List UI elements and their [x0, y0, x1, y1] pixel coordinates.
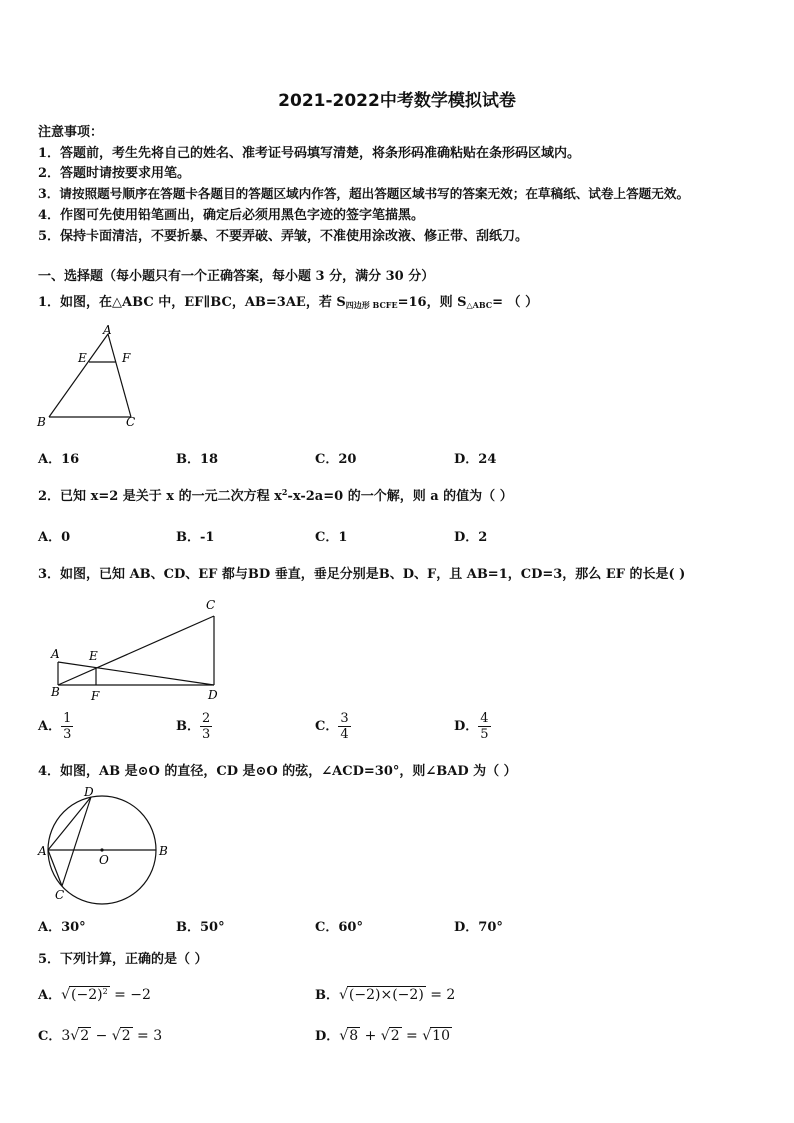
q1-option-a[interactable]: A．16	[38, 452, 80, 467]
notice-item-4: 4．作图可先使用铅笔画出，确定后必须用黑色字迹的签字笔描黑。	[38, 208, 425, 223]
question-1-text: 1．如图，在△ABC 中，EF∥BC，AB=3AE，若 $S_{四边形 BCFE}=16$，则 $S_{\triangle ABC}=$ （ ）	[38, 295, 539, 310]
notice-item-1: 1．答题前，考生先将自己的姓名、准考证号码填写清楚，将条形码准确粘贴在条形码区域内。	[38, 146, 581, 161]
notice-item-2: 2．答题时请按要求用笔。	[38, 166, 191, 181]
label-c: C	[55, 888, 65, 902]
q4-option-c[interactable]: C．60°	[315, 920, 363, 935]
label-e: E	[78, 351, 87, 365]
question-1-figure	[34, 322, 154, 432]
q2-option-b[interactable]: B．-1	[176, 530, 215, 545]
question-2-text: 2．已知 x=2 是关于 x 的一元二次方程 $x^2-x-2a=0$ 的一个解，则 a 的值为（ ）	[38, 487, 513, 504]
line-cd	[62, 797, 91, 886]
question-4-text: 4．如图，AB 是⊙O 的直径，CD 是⊙O 的弦，∠ACD=30°，则∠BAD 为（ ）	[38, 764, 517, 779]
question-3-figure	[46, 596, 236, 708]
label-b: B	[37, 415, 46, 429]
label-c: C	[126, 415, 136, 429]
question-3-text: 3．如图，已知 AB、CD、EF 都与BD 垂直，垂足分别是B、D、F，且 AB=1，CD=3，那么 EF 的长是( )	[38, 567, 686, 582]
notice-heading: 注意事项：	[38, 125, 104, 140]
line-ab	[49, 334, 108, 417]
q1-option-c[interactable]: C．20	[315, 452, 357, 467]
label-d: D	[84, 785, 94, 799]
q1-option-b[interactable]: B．18	[176, 452, 219, 467]
q5-option-a[interactable]: A．$√(-2)^2 = -2$	[38, 987, 151, 1003]
label-b: B	[51, 685, 60, 699]
q1-option-d[interactable]: D．24	[454, 452, 497, 467]
q4-option-a[interactable]: A．30°	[38, 920, 86, 935]
line-ad	[58, 662, 214, 685]
center-o	[100, 848, 103, 851]
q3-option-b[interactable]: B． $\frac{2}{3}$	[176, 711, 211, 742]
line-ac	[108, 334, 131, 417]
label-f: F	[122, 351, 131, 365]
label-c: C	[206, 598, 216, 612]
page-title: 2021-2022中考数学模拟试卷	[278, 91, 516, 111]
label-a: A	[51, 647, 60, 661]
label-b: B	[159, 844, 168, 858]
label-o: O	[99, 853, 109, 867]
q2-option-d[interactable]: D．2	[454, 530, 488, 545]
q2-option-c[interactable]: C．1	[315, 530, 348, 545]
label-e: E	[89, 649, 98, 663]
q4-option-b[interactable]: B．50°	[176, 920, 225, 935]
q4-option-d[interactable]: D．70°	[454, 920, 503, 935]
q5-option-b[interactable]: B．√(−2)×(−2) = 2	[315, 987, 456, 1003]
q3-option-d[interactable]: D． $\frac{4}{5}$	[454, 711, 489, 742]
notice-item-3: 3．请按照题号顺序在答题卡各题目的答题区域内作答，超出答题区域书写的答案无效；在草稿纸、试卷上答题无效。	[38, 186, 690, 201]
q2-option-a[interactable]: A．0	[38, 530, 71, 545]
label-a: A	[38, 844, 47, 858]
line-bc	[58, 616, 214, 685]
q3-option-a[interactable]: A． $\frac{1}{3}$	[38, 711, 72, 742]
q5-option-d[interactable]: D．√8 + √2 = √10	[315, 1028, 450, 1044]
section-heading: 一、选择题（每小题只有一个正确答案，每小题 3 分，满分 30 分）	[38, 269, 435, 284]
question-5-text: 5．下列计算，正确的是（ ）	[38, 952, 208, 967]
line-ac	[48, 850, 62, 886]
q3-option-c[interactable]: C． $\frac{3}{4}$	[315, 711, 349, 742]
label-f: F	[91, 689, 100, 703]
label-d: D	[208, 688, 218, 702]
question-4-figure	[34, 783, 174, 908]
label-a: A	[103, 323, 112, 337]
notice-item-5: 5．保持卡面清洁，不要折暴、不要弄破、弄皱，不准使用涂改液、修正带、刮纸刀。	[38, 229, 529, 244]
q5-option-c[interactable]: C．3√2 − √2 = 3	[38, 1028, 163, 1044]
